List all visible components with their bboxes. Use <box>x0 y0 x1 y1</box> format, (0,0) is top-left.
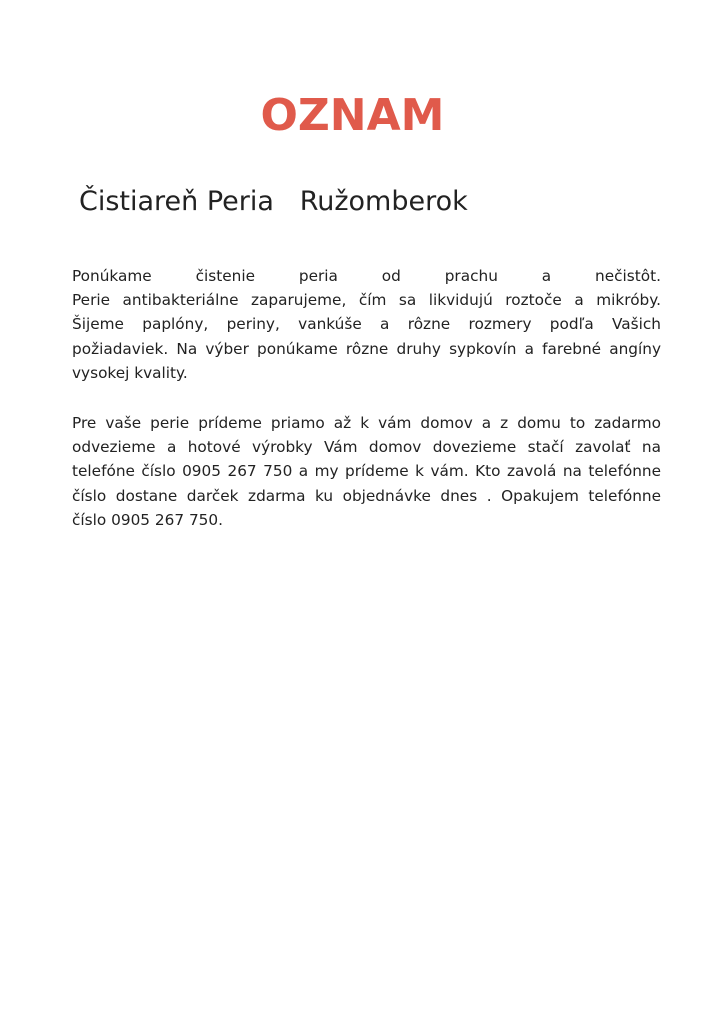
paragraph-line: vysokej kvality. <box>72 363 188 382</box>
paragraph-contact <box>72 411 661 532</box>
paragraph-line: číslo 0905 267 750. <box>72 510 224 529</box>
paragraph-line: číslo dostane darček zdarma ku objednávke dnes . Opakujem telefónne <box>72 486 661 505</box>
paragraph-line: požiadaviek. Na výber ponúkame rôzne druhy sypkovín a farebné angíny <box>72 339 661 358</box>
paragraph-line: odvezieme a hotové výrobky Vám domov dovezieme stačí zavolať na <box>72 438 661 457</box>
paragraph-line: Ponúkame čistenie peria od prachu a nečistôt. <box>72 267 661 285</box>
notice-title: OZNAM <box>260 90 445 141</box>
paragraph-services <box>72 264 661 385</box>
business-name: Čistiareň Peria Ružomberok <box>79 186 468 217</box>
paragraph-line: Šijeme paplóny, periny, vankúše a rôzne rozmery podľa Vašich <box>72 315 661 334</box>
paragraph-line: Perie antibakteriálne zaparujeme, čím sa likvidujú roztoče a mikróby. <box>72 291 661 310</box>
paragraph-line: Pre vaše perie prídeme priamo až k vám domov a z domu to zadarmo <box>72 414 661 432</box>
paragraph-line: telefóne číslo 0905 267 750 a my prídeme k vám. Kto zavolá na telefónne <box>72 462 661 481</box>
